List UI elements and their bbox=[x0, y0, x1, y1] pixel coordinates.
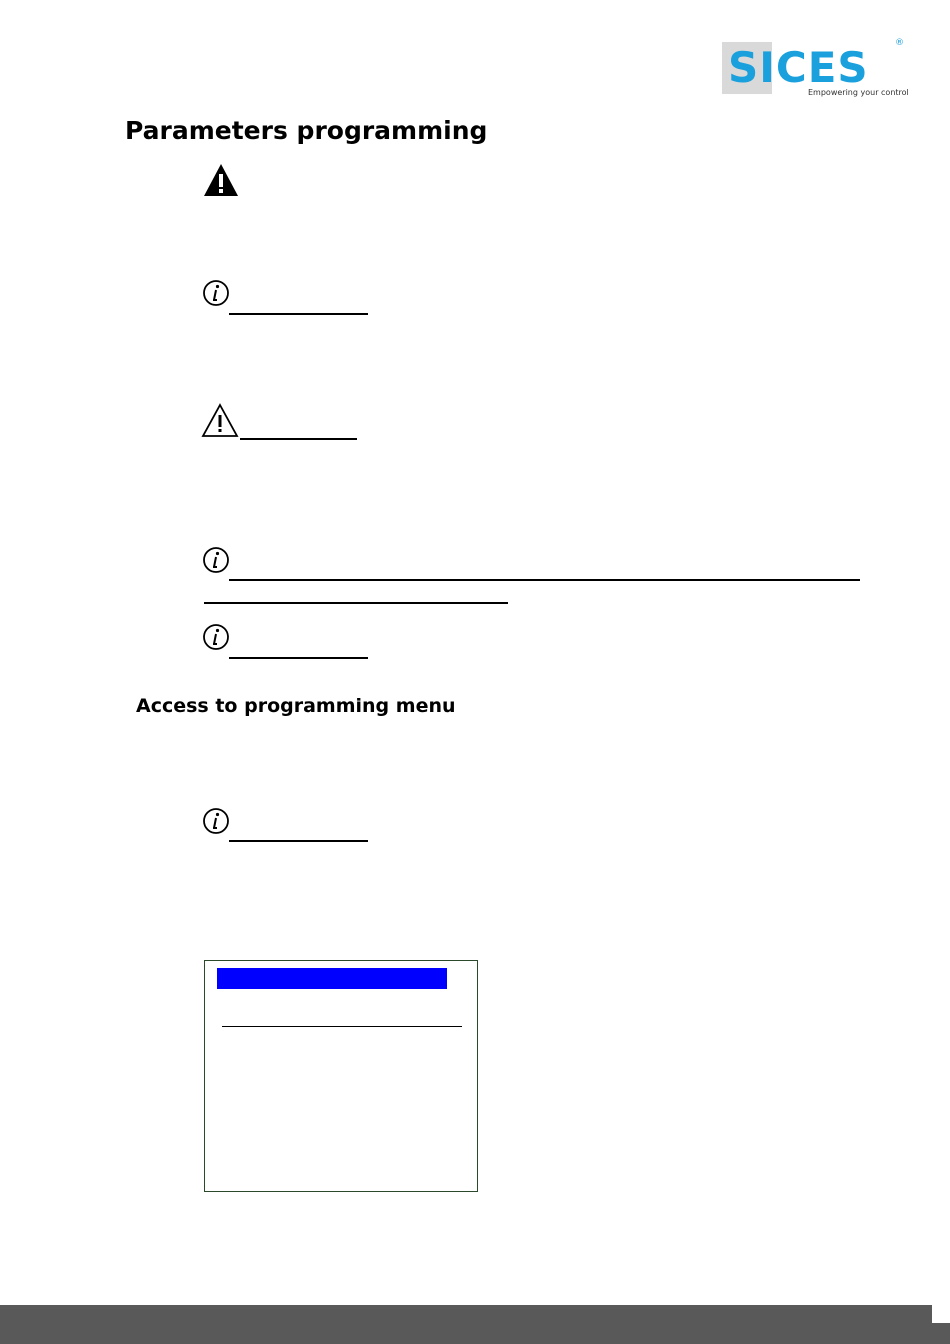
info-note-underline bbox=[229, 313, 368, 315]
footer-bar bbox=[0, 1305, 950, 1344]
lcd-highlight-bar bbox=[217, 968, 447, 989]
warning-filled-icon bbox=[203, 162, 239, 198]
page-title: Parameters programming bbox=[125, 116, 488, 145]
footer-page-tab bbox=[932, 1305, 950, 1323]
logo-tagline: Empowering your control bbox=[808, 88, 909, 97]
info-note-underline bbox=[229, 840, 368, 842]
info-icon bbox=[201, 278, 231, 308]
lcd-display bbox=[204, 960, 478, 1192]
info-note-underline bbox=[229, 657, 368, 659]
info-icon bbox=[201, 622, 231, 652]
info-icon bbox=[201, 806, 231, 836]
sices-logo bbox=[722, 38, 910, 102]
warning-note-underline bbox=[240, 438, 357, 440]
logo-wordmark: SICES bbox=[728, 43, 869, 92]
info-note-underline bbox=[229, 579, 860, 581]
lcd-separator-line bbox=[222, 1026, 462, 1027]
section-subtitle: Access to programming menu bbox=[136, 695, 456, 717]
info-note-underline-continued bbox=[204, 602, 508, 604]
info-icon bbox=[201, 545, 231, 575]
logo-registered-mark: ® bbox=[895, 38, 904, 48]
warning-outline-icon bbox=[201, 402, 239, 438]
